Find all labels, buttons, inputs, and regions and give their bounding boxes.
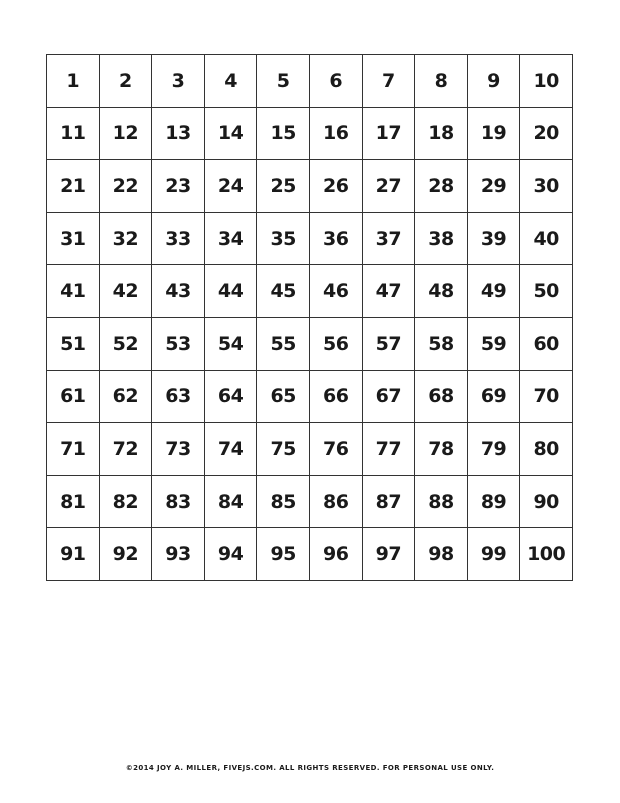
number-cell: 74 [204, 423, 257, 476]
number-cell: 44 [204, 265, 257, 318]
number-cell: 79 [467, 423, 520, 476]
number-cell: 18 [415, 107, 468, 160]
chart-row [47, 423, 573, 476]
number-cell: 10 [520, 55, 573, 108]
number-cell: 32 [99, 212, 152, 265]
number-cell: 92 [99, 528, 152, 581]
number-cell: 77 [362, 423, 415, 476]
hundred-chart-container [46, 54, 573, 581]
number-cell: 15 [257, 107, 310, 160]
number-cell: 5 [257, 55, 310, 108]
number-cell: 11 [47, 107, 100, 160]
number-cell: 88 [415, 475, 468, 528]
number-cell: 91 [47, 528, 100, 581]
number-cell: 59 [467, 317, 520, 370]
number-cell: 17 [362, 107, 415, 160]
number-cell: 30 [520, 160, 573, 213]
number-cell: 48 [415, 265, 468, 318]
number-cell: 81 [47, 475, 100, 528]
number-cell: 72 [99, 423, 152, 476]
number-cell: 14 [204, 107, 257, 160]
hundred-chart [46, 54, 573, 581]
number-cell: 96 [309, 528, 362, 581]
number-cell: 99 [467, 528, 520, 581]
number-cell: 26 [309, 160, 362, 213]
chart-row [47, 265, 573, 318]
number-cell: 75 [257, 423, 310, 476]
number-cell: 90 [520, 475, 573, 528]
number-cell: 94 [204, 528, 257, 581]
number-cell: 82 [99, 475, 152, 528]
number-cell: 55 [257, 317, 310, 370]
number-cell: 4 [204, 55, 257, 108]
number-cell: 37 [362, 212, 415, 265]
chart-row [47, 212, 573, 265]
number-cell: 43 [152, 265, 205, 318]
number-cell: 78 [415, 423, 468, 476]
number-cell: 42 [99, 265, 152, 318]
number-cell: 83 [152, 475, 205, 528]
copyright-footer: ©2014 JOY A. MILLER, FIVEJS.COM. ALL RIGHTS RESERVED. FOR PERSONAL USE ONLY. [125, 764, 495, 772]
number-cell: 3 [152, 55, 205, 108]
number-cell: 8 [415, 55, 468, 108]
number-cell: 41 [47, 265, 100, 318]
number-cell: 52 [99, 317, 152, 370]
number-cell: 6 [309, 55, 362, 108]
number-cell: 39 [467, 212, 520, 265]
number-cell: 40 [520, 212, 573, 265]
number-cell: 29 [467, 160, 520, 213]
number-cell: 22 [99, 160, 152, 213]
number-cell: 45 [257, 265, 310, 318]
number-cell: 51 [47, 317, 100, 370]
number-cell: 85 [257, 475, 310, 528]
number-cell: 86 [309, 475, 362, 528]
number-cell: 63 [152, 370, 205, 423]
number-cell: 73 [152, 423, 205, 476]
number-cell: 84 [204, 475, 257, 528]
number-cell: 2 [99, 55, 152, 108]
number-cell: 62 [99, 370, 152, 423]
number-cell: 60 [520, 317, 573, 370]
chart-row [47, 370, 573, 423]
number-cell: 27 [362, 160, 415, 213]
number-cell: 19 [467, 107, 520, 160]
number-cell: 87 [362, 475, 415, 528]
number-cell: 12 [99, 107, 152, 160]
number-cell: 71 [47, 423, 100, 476]
number-cell: 33 [152, 212, 205, 265]
number-cell: 58 [415, 317, 468, 370]
number-cell: 36 [309, 212, 362, 265]
number-cell: 54 [204, 317, 257, 370]
number-cell: 57 [362, 317, 415, 370]
number-cell: 70 [520, 370, 573, 423]
number-cell: 49 [467, 265, 520, 318]
number-cell: 93 [152, 528, 205, 581]
chart-row [47, 55, 573, 108]
number-cell: 35 [257, 212, 310, 265]
number-cell: 28 [415, 160, 468, 213]
number-cell: 53 [152, 317, 205, 370]
number-cell: 100 [520, 528, 573, 581]
chart-row [47, 317, 573, 370]
number-cell: 46 [309, 265, 362, 318]
number-cell: 21 [47, 160, 100, 213]
hundred-chart-body [47, 55, 573, 581]
number-cell: 95 [257, 528, 310, 581]
number-cell: 9 [467, 55, 520, 108]
number-cell: 80 [520, 423, 573, 476]
number-cell: 24 [204, 160, 257, 213]
number-cell: 47 [362, 265, 415, 318]
number-cell: 89 [467, 475, 520, 528]
number-cell: 23 [152, 160, 205, 213]
number-cell: 1 [47, 55, 100, 108]
number-cell: 64 [204, 370, 257, 423]
number-cell: 16 [309, 107, 362, 160]
number-cell: 13 [152, 107, 205, 160]
chart-row [47, 160, 573, 213]
number-cell: 68 [415, 370, 468, 423]
number-cell: 31 [47, 212, 100, 265]
number-cell: 65 [257, 370, 310, 423]
number-cell: 61 [47, 370, 100, 423]
number-cell: 76 [309, 423, 362, 476]
number-cell: 20 [520, 107, 573, 160]
number-cell: 98 [415, 528, 468, 581]
number-cell: 69 [467, 370, 520, 423]
number-cell: 97 [362, 528, 415, 581]
chart-row [47, 528, 573, 581]
number-cell: 34 [204, 212, 257, 265]
number-cell: 38 [415, 212, 468, 265]
number-cell: 50 [520, 265, 573, 318]
number-cell: 66 [309, 370, 362, 423]
chart-row [47, 107, 573, 160]
number-cell: 56 [309, 317, 362, 370]
chart-row [47, 475, 573, 528]
number-cell: 25 [257, 160, 310, 213]
number-cell: 7 [362, 55, 415, 108]
number-cell: 67 [362, 370, 415, 423]
